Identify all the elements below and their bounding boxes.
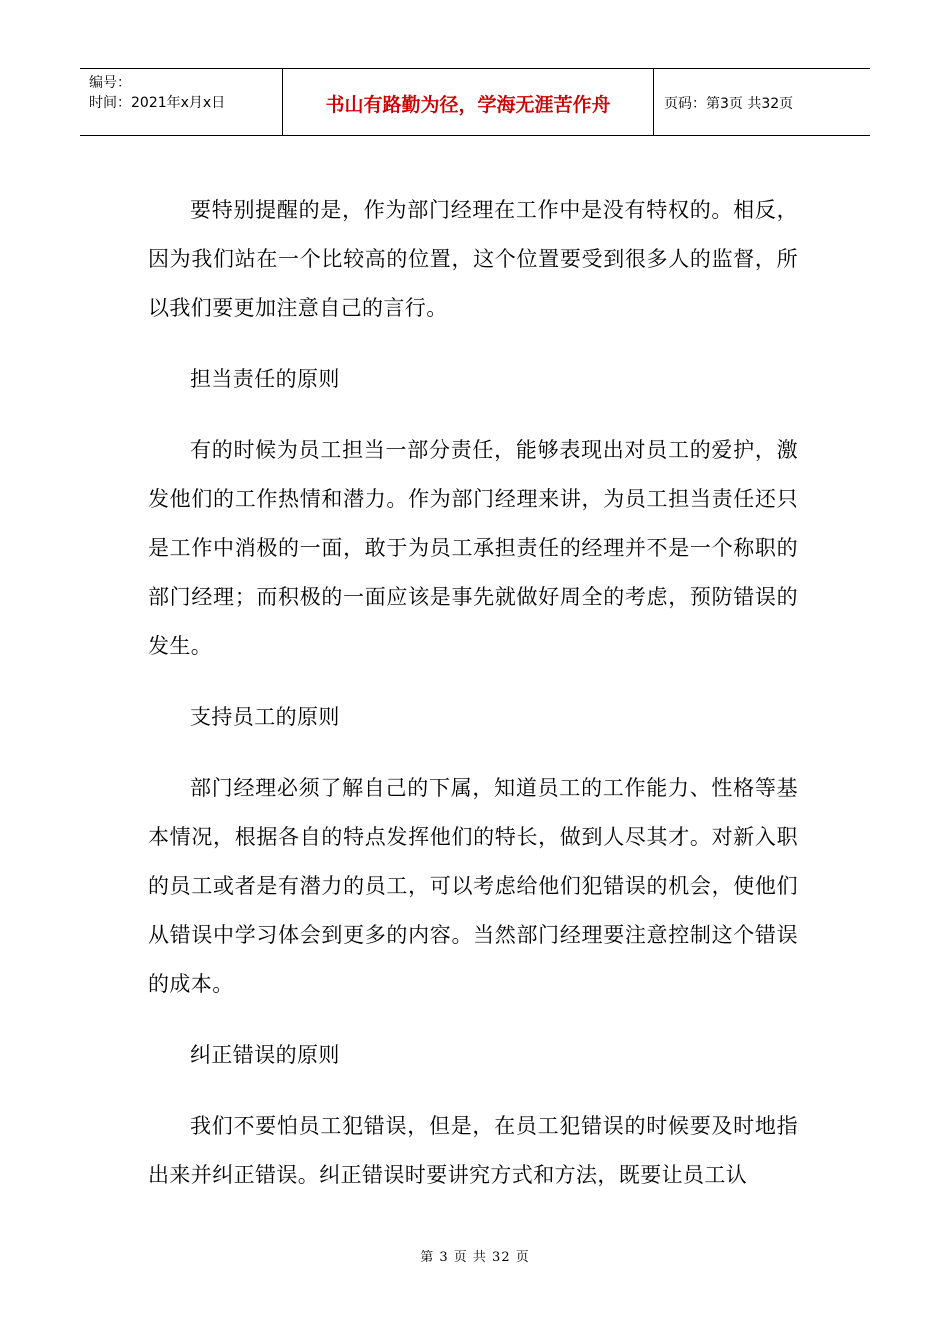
document-number-label: 编号： [89,75,131,91]
body-paragraph: 我们不要怕员工犯错误，但是，在员工犯错误的时候要及时地指出来并纠正错误。纠正错误时要讲究方式和方法，既要让员工认 [148,1114,798,1187]
document-date: 时间：2021年x月x日 [89,95,226,111]
header-slogan: 书山有路勤为径，学海无涯苦作舟 [282,69,654,135]
section-heading-correction: 纠正错误的原则 [190,1043,340,1067]
body-paragraph: 要特别提醒的是，作为部门经理在工作中是没有特权的。相反，因为我们站在一个比较高的位置，这个位置要受到很多人的监督，所以我们要更加注意自己的言行。 [148,198,798,320]
header-meta [80,69,282,135]
body-paragraph: 有的时候为员工担当一部分责任，能够表现出对员工的爱护，激发他们的工作热情和潜力。作为部门经理来讲，为员工担当责任还只是工作中消极的一面，敢于为员工承担责任的经理并不是一个称职的部门经理；而积极的一面应该是事先就做好周全的考虑，预防错误的发生。 [148,438,798,658]
page-header [80,68,870,136]
header-page-info: 页码：第3页 共32页 [664,96,794,112]
document-body [148,186,798,1222]
section-heading-support: 支持员工的原则 [190,705,340,729]
page-footer: 第 3 页 共 32 页 [420,1250,530,1265]
section-heading-responsibility: 担当责任的原则 [190,367,340,391]
body-paragraph: 部门经理必须了解自己的下属，知道员工的工作能力、性格等基本情况，根据各自的特点发挥他们的特长，做到人尽其才。对新入职的员工或者是有潜力的员工，可以考虑给他们犯错误的机会，使他们从错误中学习体会到更多的内容。当然部门经理要注意控制这个错误的成本。 [148,776,798,996]
